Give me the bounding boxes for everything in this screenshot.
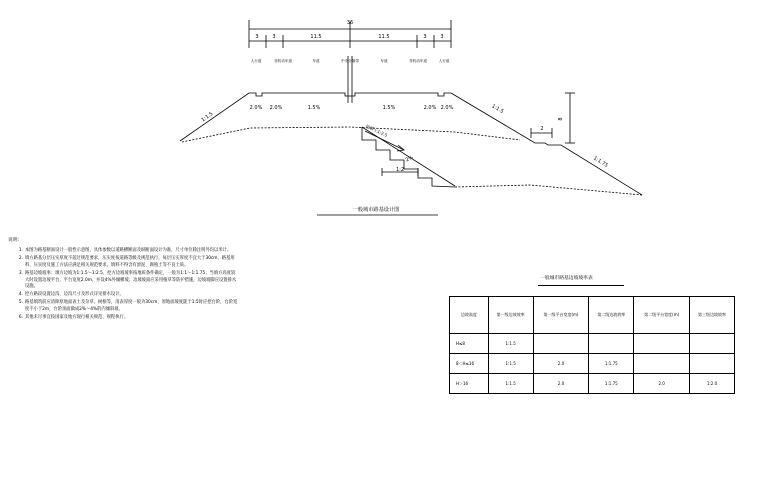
ground-line [455, 185, 642, 195]
step-ratio-label: 2% [404, 154, 415, 164]
table-title: 一般城市路基边坡坡率表 [540, 276, 593, 281]
table-cell: 2.0 [533, 374, 589, 394]
table-cell: 1:1.75 [589, 354, 634, 374]
segment-dim-text: 11.5 [378, 34, 390, 40]
segment-label: 人行道 [250, 59, 262, 63]
segment-label: 车道 [312, 59, 320, 63]
table-header-cell: 第一级边坡坡率 [488, 297, 533, 334]
table-cell: 1:1.5 [488, 354, 533, 374]
table-header-cell: 第二级平台宽度(m) [634, 297, 690, 334]
left-slope-label: 1:1.5 [200, 110, 215, 124]
table-cell: H＞16 [450, 374, 489, 394]
segment-dim-text: 3 [423, 34, 427, 40]
segment-dim-text: 3 [440, 34, 444, 40]
table-cell: 1:1.75 [589, 374, 634, 394]
table-cell: 1:1.5 [488, 334, 533, 354]
platform-height-label: 8 [558, 117, 564, 121]
crossfall-label: 2.0% [269, 105, 283, 111]
subgrade-line [182, 127, 520, 142]
cut-slope-label: 1:1.75 [592, 155, 609, 169]
segment-dim-text: 3 [255, 34, 259, 40]
table-cell [690, 334, 735, 354]
note-text: 填方路基分层压实厚度不超过规范要求，压实度按道路等级及规范执行，每层压实厚度不宜大于30cm，路基用料、压实度及施工方法应满足相关规范要求，填料不得含有淤泥、腐殖土等不良土质。 [25, 255, 235, 268]
note-text: 路基填筑前应清除原地面表土及杂草、树根等，清表厚度一般为30cm，原地面坡度陡于1:5时应挖台阶，台阶宽度不小于2m，台阶顶面做成2%～4%的内倾斜坡。 [25, 300, 238, 313]
table-cell: 1:1.5 [488, 374, 533, 394]
figure-title: 一般城市路基设计图 [352, 207, 400, 213]
note-item [8, 300, 238, 314]
fill-slope-label: 1:1.5 [490, 103, 505, 116]
table-header-row [450, 297, 735, 334]
crossfall-label: 2.0% [423, 105, 437, 111]
segment-label: 非机动车道 [409, 59, 427, 63]
table-row [450, 354, 735, 374]
crossfall-label: 1.5% [307, 105, 321, 111]
table-cell: 8＜H≤16 [450, 354, 489, 374]
table-cell [634, 354, 690, 374]
table-cell [634, 334, 690, 354]
segment-dim-text: 11.5 [310, 34, 322, 40]
right-slope-profile [451, 93, 642, 195]
segment-dim-text: 3 [272, 34, 276, 40]
note-item [8, 248, 238, 255]
table-header-cell: 第一级平台宽度(m) [533, 297, 589, 334]
table-cell [690, 354, 735, 374]
slope-ratio-table [449, 296, 735, 394]
platform-width-label: 2 [540, 126, 544, 132]
notes-heading: 说明： [8, 238, 23, 243]
table-header-cell: 第三级边坡坡率 [690, 297, 735, 334]
note-item [8, 292, 238, 299]
note-number: 5. [18, 300, 23, 306]
segment-label: 中央分隔带 [341, 59, 359, 63]
note-number: 6. [18, 315, 23, 321]
segment-label: 人行道 [438, 59, 450, 63]
note-item [8, 271, 238, 292]
table-cell [589, 334, 634, 354]
note-text: 路基边坡坡率：填方边坡为1:1.5～1:2.5，挖方边坡坡率按地质条件确定，一般为1:1～1:1.75；当填方高度较大时设置边坡平台，平台宽度2.0m，并设4%外倾横坡；边坡坡面应采用植草等防护措施，边坡坡脚应设置排水设施。 [25, 270, 237, 290]
note-number: 1. [18, 247, 23, 253]
table-cell: H≤8 [450, 334, 489, 354]
note-item [8, 256, 238, 270]
total-dimension-text: 36 [346, 20, 354, 26]
backfill-label: 回填土1:2.5 [365, 123, 389, 138]
table-header-cell: 边坡高度 [450, 297, 489, 334]
crossfall-label: 2.0% [440, 105, 454, 111]
design-notes [8, 238, 238, 323]
table-cell: 2.0 [634, 374, 690, 394]
note-text: 其他未尽事宜按国家及地方现行相关规范、规程执行。 [25, 315, 129, 321]
table-row [450, 334, 735, 354]
note-text: 本图为路基断面设计一般性示意图，具体参数以道路横断面及纵断面设计为准，尺寸单位除注明外均以米计。 [25, 247, 232, 253]
crossfall-label: 2.0% [249, 105, 263, 111]
table-title-underline [538, 285, 624, 286]
table-row [450, 374, 735, 394]
note-item [8, 315, 238, 322]
step-width-label: 1:2 [395, 167, 405, 173]
note-text: 挖方路段设置边沟，边沟尺寸及形式详见排水设计。 [25, 292, 124, 298]
segment-label: 车道 [380, 59, 388, 63]
table-cell: 2.0 [533, 354, 589, 374]
table-header-cell: 第二级边坡坡率 [589, 297, 634, 334]
note-number: 4. [18, 292, 23, 298]
segment-label: 非机动车道 [274, 59, 292, 63]
note-number: 3. [18, 270, 23, 276]
table-cell: 1:2.0 [690, 374, 735, 394]
crossfall-label: 1.5% [382, 105, 396, 111]
note-number: 2. [18, 255, 23, 261]
table-cell [533, 334, 589, 354]
